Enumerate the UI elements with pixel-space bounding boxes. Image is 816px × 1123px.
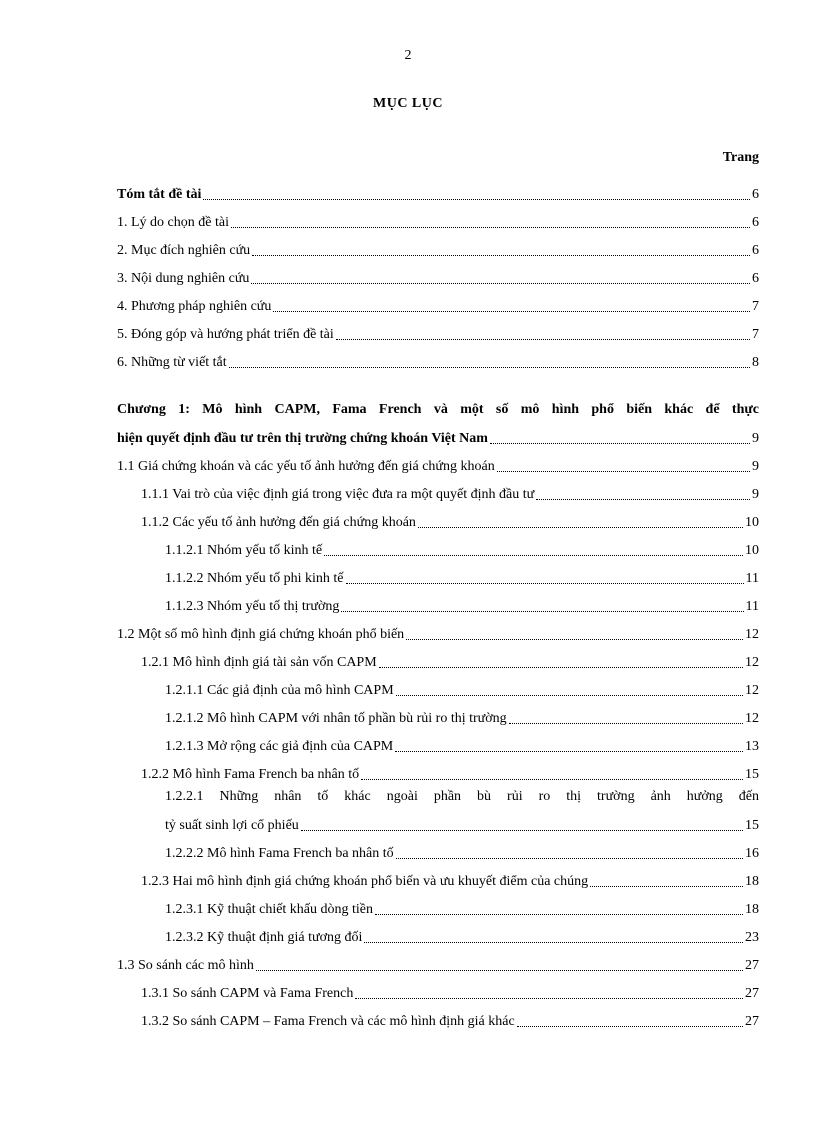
toc-entry-text: 1.2.3 Hai mô hình định giá chứng khoán phổ biến và ưu khuyết điểm của chúng (141, 874, 589, 889)
leader-dots (396, 858, 743, 859)
toc-entry-text: 5. Đóng góp và hướng phát triển đề tài (117, 327, 334, 342)
toc-entry[interactable] (165, 589, 759, 617)
leader-dots (361, 779, 743, 780)
leader-dots (490, 443, 750, 444)
toc-entry-page: 6 (752, 215, 759, 230)
leader-dots (497, 471, 750, 472)
toc-entry-page: 10 (745, 515, 759, 530)
toc-entry-text: 1.2.1.2 Mô hình CAPM với nhân tố phần bù rủi ro thị trường (165, 711, 507, 726)
toc-entry[interactable] (141, 645, 759, 673)
toc-entry-text: tỷ suất sinh lợi cổ phiếu (165, 818, 299, 833)
toc-entry-page: 18 (745, 874, 759, 889)
toc-entry-text: 2. Mục đích nghiên cứu (117, 243, 251, 258)
page-title: MỤC LỤC (373, 96, 443, 111)
toc-entry[interactable] (165, 561, 759, 589)
toc-entry-page: 6 (752, 243, 759, 258)
toc-entry-page: 12 (745, 655, 759, 670)
toc-entry[interactable] (165, 729, 759, 757)
toc-entry[interactable] (165, 920, 759, 948)
leader-dots (396, 695, 743, 696)
toc-entry-page: 10 (745, 543, 759, 558)
chapter-heading-line: Chương 1: Mô hình CAPM, Fama French và một số mô hình phổ biến khác để thực (117, 402, 759, 417)
leader-dots (336, 339, 750, 340)
toc-entry[interactable] (165, 808, 759, 836)
toc-entry[interactable] (117, 948, 759, 976)
leader-dots (379, 667, 743, 668)
toc-entry[interactable] (141, 976, 759, 1004)
toc-entry[interactable] (117, 289, 759, 317)
leader-dots (229, 367, 750, 368)
toc-entry[interactable] (117, 177, 759, 205)
toc-entry-text: 1.2 Một số mô hình định giá chứng khoán phổ biến (117, 627, 405, 642)
leader-dots (341, 611, 743, 612)
toc-entry-text: 1.2.2.2 Mô hình Fama French ba nhân tố (165, 846, 394, 861)
toc-entry[interactable] (117, 617, 759, 645)
toc-entry-text: 1.3 So sánh các mô hình (117, 958, 254, 973)
toc-entry-page: 12 (745, 711, 759, 726)
toc-entry-text: 1.2.3.1 Kỹ thuật chiết khấu dòng tiền (165, 902, 374, 917)
leader-dots (355, 998, 743, 999)
toc-entry[interactable] (165, 533, 759, 561)
toc-entry[interactable] (117, 345, 759, 373)
toc-entry[interactable] (165, 836, 759, 864)
page-column-label: Trang (722, 150, 759, 165)
leader-dots (517, 1026, 743, 1027)
toc-entry-text: 1.2.1 Mô hình định giá tài sản vốn CAPM (141, 655, 377, 670)
leader-dots (364, 942, 743, 943)
toc-entry-text: hiện quyết định đầu tư trên thị trường chứng khoán Việt Nam (117, 431, 488, 446)
toc-entry-page: 27 (745, 958, 759, 973)
toc-entry-page: 9 (752, 487, 759, 502)
leader-dots (256, 970, 743, 971)
leader-dots (252, 255, 750, 256)
toc-entry-text: 1.2.1.3 Mở rộng các giả định của CAPM (165, 739, 394, 754)
leader-dots (251, 283, 750, 284)
toc-entry-text: 1.1.2.1 Nhóm yếu tố kinh tế (165, 543, 323, 558)
toc-entry-text: Tóm tắt đề tài (117, 187, 202, 202)
toc-entry-page: 9 (752, 459, 759, 474)
toc-entry[interactable] (141, 477, 759, 505)
leader-dots (301, 830, 743, 831)
toc-entry-page: 11 (745, 571, 759, 586)
toc-entry-page: 15 (745, 818, 759, 833)
toc-entry-page: 27 (745, 986, 759, 1001)
leader-dots (231, 227, 750, 228)
toc-entry[interactable] (117, 317, 759, 345)
toc-entry-text: 1.2.1.1 Các giả định của mô hình CAPM (165, 683, 394, 698)
toc-entry[interactable] (117, 233, 759, 261)
toc-entry-page: 7 (752, 327, 759, 342)
toc-entry[interactable] (165, 701, 759, 729)
toc-entry-page: 15 (745, 767, 759, 782)
toc-entry-text: 1.2.3.2 Kỹ thuật định giá tương đối (165, 930, 363, 945)
toc-entry[interactable] (141, 864, 759, 892)
toc-entry-page: 27 (745, 1014, 759, 1029)
toc-entry-text: 6. Những từ viết tắt (117, 355, 227, 370)
toc-entry-text: 1.3.1 So sánh CAPM và Fama French (141, 986, 354, 1001)
leader-dots (536, 499, 750, 500)
toc-entry-page: 11 (745, 599, 759, 614)
toc-entry-text: 1.1.2 Các yếu tố ảnh hưởng đến giá chứng khoán (141, 515, 416, 530)
leader-dots (406, 639, 743, 640)
toc-entry-text: 1.1 Giá chứng khoán và các yếu tố ảnh hưởng đến giá chứng khoán (117, 459, 495, 474)
toc-entry[interactable] (117, 421, 759, 449)
toc-entry-page: 7 (752, 299, 759, 314)
toc-entry[interactable] (165, 892, 759, 920)
toc-entry[interactable] (117, 449, 759, 477)
toc-entry-text: 4. Phương pháp nghiên cứu (117, 299, 272, 314)
leader-dots (418, 527, 743, 528)
toc-entry-text: 1.1.2.3 Nhóm yếu tố thị trường (165, 599, 340, 614)
toc-entry-wrapped-line: 1.2.2.1 Những nhân tố khác ngoài phần bù rủi ro thị trường ảnh hưởng đến (165, 789, 759, 804)
toc-entry[interactable] (117, 205, 759, 233)
toc-entry[interactable] (141, 505, 759, 533)
toc-entry-page: 9 (752, 431, 759, 446)
toc-entry-page: 12 (745, 683, 759, 698)
toc-entry-text: 1.1.1 Vai trò của việc định giá trong việc đưa ra một quyết định đầu tư (141, 487, 535, 502)
leader-dots (346, 583, 744, 584)
toc-entry-page: 16 (745, 846, 759, 861)
toc-entry-text: 3. Nội dung nghiên cứu (117, 271, 250, 286)
toc-entry-text: 1. Lý do chọn đề tài (117, 215, 229, 230)
toc-entry-page: 23 (745, 930, 759, 945)
leader-dots (509, 723, 743, 724)
toc-entry[interactable] (117, 261, 759, 289)
leader-dots (324, 555, 743, 556)
toc-entry-text: 1.1.2.2 Nhóm yếu tố phi kinh tế (165, 571, 344, 586)
toc-entry[interactable] (165, 673, 759, 701)
leader-dots (590, 886, 743, 887)
toc-entry-page: 6 (752, 271, 759, 286)
leader-dots (203, 199, 750, 200)
toc-entry-page: 13 (745, 739, 759, 754)
toc-entry-text: 1.2.2 Mô hình Fama French ba nhân tố (141, 767, 360, 782)
toc-entry-page: 12 (745, 627, 759, 642)
page-number: 2 (404, 48, 412, 63)
toc-entry-page: 18 (745, 902, 759, 917)
toc-entry[interactable] (141, 1004, 759, 1032)
toc-entry-text: 1.3.2 So sánh CAPM – Fama French và các mô hình định giá khác (141, 1014, 515, 1029)
toc-entry[interactable] (141, 757, 759, 785)
leader-dots (375, 914, 743, 915)
leader-dots (273, 311, 750, 312)
leader-dots (395, 751, 743, 752)
toc-entry-page: 6 (752, 187, 759, 202)
toc-entry-page: 8 (752, 355, 759, 370)
